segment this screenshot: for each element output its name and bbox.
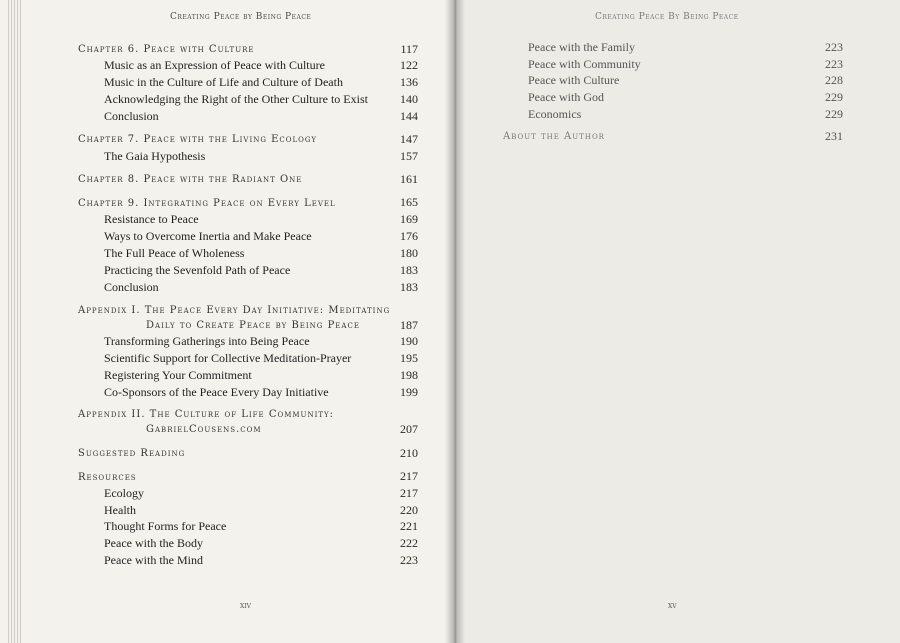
toc-section: The Gaia Hypothesis — [104, 149, 206, 163]
toc-page-number: 180 — [400, 246, 418, 260]
toc-chapter-9: Chapter 9. Integrating Peace on Every Level — [78, 198, 336, 209]
toc-page-number: 217 — [400, 486, 418, 500]
toc-page-number: 169 — [400, 212, 418, 226]
toc-page-number: 157 — [400, 149, 418, 163]
toc-section: Music in the Culture of Life and Culture of Death — [104, 75, 343, 89]
toc-chapter-6: Chapter 6. Peace with Culture — [78, 44, 255, 55]
page-edges — [8, 0, 22, 643]
toc-page-number: 161 — [400, 172, 418, 186]
running-head: Creating Peace By Being Peace — [595, 12, 739, 22]
toc-section: Peace with the Family — [528, 40, 635, 54]
folio: xv — [668, 601, 677, 611]
toc-page-number: 221 — [400, 519, 418, 533]
toc-appendix-2: Appendix II. The Culture of Life Community: — [78, 409, 334, 420]
toc-page-number: 136 — [400, 75, 418, 89]
toc-page-number: 165 — [400, 195, 418, 209]
toc-appendix-2-continued: GabrielCousens.com — [146, 424, 262, 435]
toc-about-the-author: About the Author — [503, 131, 605, 142]
toc-chapter-8: Chapter 8. Peace with the Radiant One — [78, 174, 303, 185]
toc-section: Transforming Gatherings into Being Peace — [104, 334, 310, 348]
toc-page-number: 220 — [400, 503, 418, 517]
toc-page-number: 229 — [825, 90, 843, 104]
toc-section: Peace with the Mind — [104, 553, 203, 567]
toc-section: Conclusion — [104, 109, 159, 123]
toc-page-number: 222 — [400, 536, 418, 550]
toc-page-number: 198 — [400, 368, 418, 382]
toc-section: Acknowledging the Right of the Other Culture to Exist — [104, 92, 368, 106]
toc-appendix-1-continued: Daily to Create Peace by Being Peace — [146, 320, 360, 331]
toc-section: Registering Your Commitment — [104, 368, 252, 382]
toc-page-number: 144 — [400, 109, 418, 123]
right-page — [455, 0, 900, 643]
toc-page-number: 217 — [400, 469, 418, 483]
toc-section: Economics — [528, 107, 582, 121]
toc-page-number: 183 — [400, 280, 418, 294]
toc-page-number: 223 — [825, 57, 843, 71]
running-head: Creating Peace by Being Peace — [170, 12, 312, 22]
toc-page-number: 140 — [400, 92, 418, 106]
toc-section: Peace with God — [528, 90, 604, 104]
toc-section: Ways to Overcome Inertia and Make Peace — [104, 229, 312, 243]
toc-section: Health — [104, 503, 136, 517]
toc-page-number: 223 — [825, 40, 843, 54]
toc-section: Ecology — [104, 486, 144, 500]
toc-page-number: 195 — [400, 351, 418, 365]
toc-page-number: 176 — [400, 229, 418, 243]
toc-suggested-reading: Suggested Reading — [78, 448, 186, 459]
toc-section: Resistance to Peace — [104, 212, 199, 226]
toc-page-number: 229 — [825, 107, 843, 121]
toc-page-number: 117 — [400, 42, 418, 56]
toc-section: Peace with Culture — [528, 73, 620, 87]
toc-appendix-1: Appendix I. The Peace Every Day Initiative: Meditating — [78, 305, 391, 316]
toc-page-number: 207 — [400, 422, 418, 436]
toc-page-number: 231 — [825, 129, 843, 143]
toc-section: Co-Sponsors of the Peace Every Day Initiative — [104, 385, 329, 399]
toc-section: Peace with Community — [528, 57, 641, 71]
toc-section: The Full Peace of Wholeness — [104, 246, 245, 260]
toc-section: Music as an Expression of Peace with Culture — [104, 58, 325, 72]
toc-section: Practicing the Sevenfold Path of Peace — [104, 263, 291, 277]
toc-section: Peace with the Body — [104, 536, 203, 550]
book-gutter — [445, 0, 465, 643]
toc-section: Conclusion — [104, 280, 159, 294]
toc-section: Thought Forms for Peace — [104, 519, 227, 533]
toc-page-number: 187 — [400, 318, 418, 332]
toc-page-number: 147 — [400, 132, 418, 146]
toc-page-number: 199 — [400, 385, 418, 399]
toc-chapter-7: Chapter 7. Peace with the Living Ecology — [78, 134, 317, 145]
toc-resources: Resources — [78, 472, 137, 483]
toc-section: Scientific Support for Collective Meditation-Prayer — [104, 351, 352, 365]
toc-page-number: 228 — [825, 73, 843, 87]
folio: xiv — [240, 601, 251, 611]
toc-page-number: 122 — [400, 58, 418, 72]
toc-page-number: 223 — [400, 553, 418, 567]
toc-page-number: 190 — [400, 334, 418, 348]
toc-page-number: 210 — [400, 446, 418, 460]
toc-page-number: 183 — [400, 263, 418, 277]
